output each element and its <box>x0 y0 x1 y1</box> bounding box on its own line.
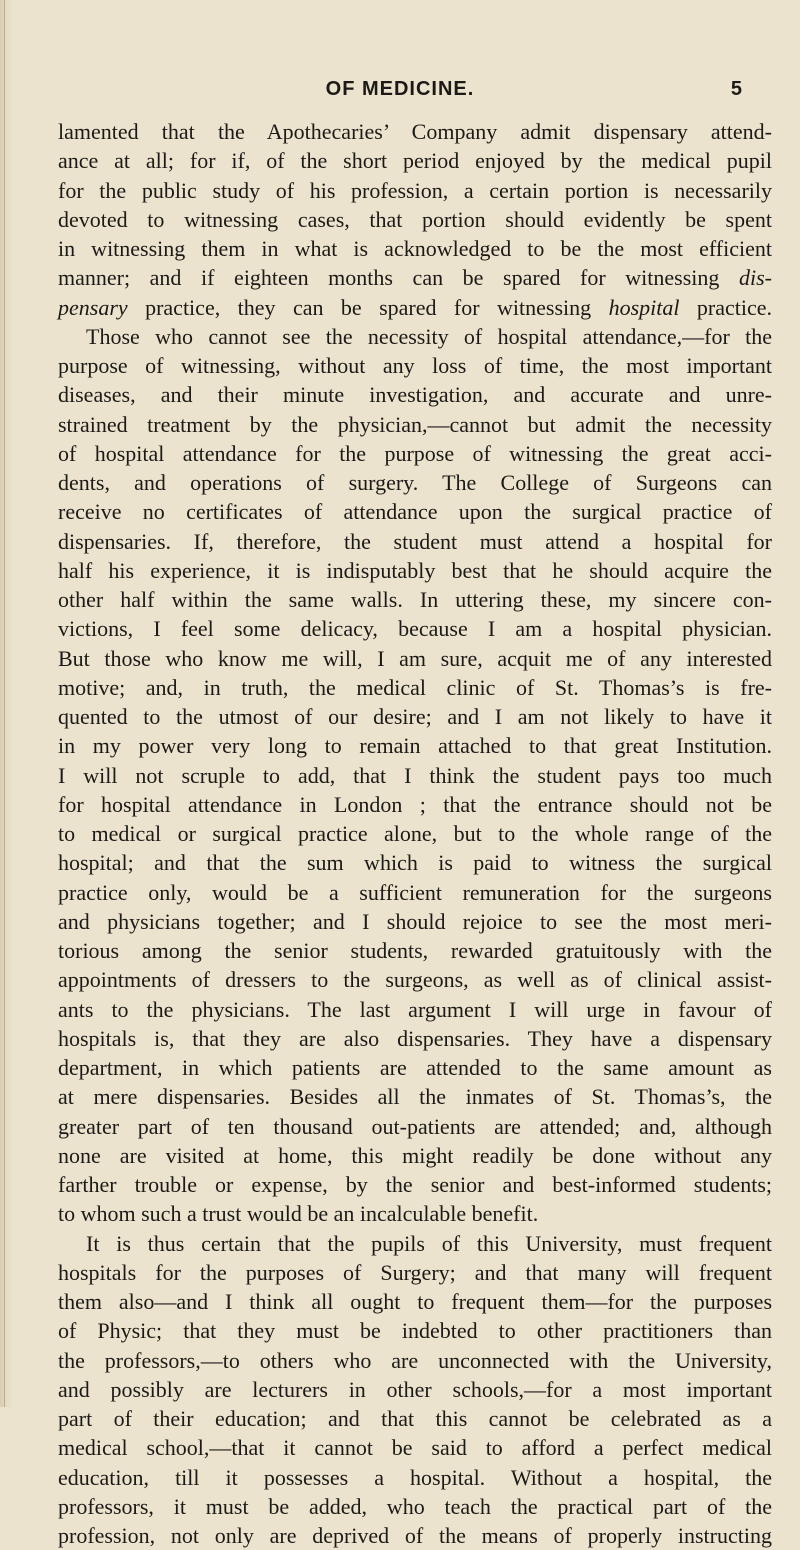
text-segment: practice, they can be spared for witnessing <box>145 294 592 320</box>
text-line: medical school,—that it cannot be said to afford a perfect medical <box>58 1435 772 1461</box>
running-title: OF MEDICINE. <box>325 78 475 100</box>
text-line: motive; and, in truth, the medical clinic of St. Thomas’s is fre- <box>58 674 772 700</box>
page-gutter <box>4 0 5 1407</box>
text-line: department, in which patients are attended to the same amount as <box>58 1055 772 1080</box>
text-line: them also—and I think all ought to frequent them—for the purposes <box>58 1289 772 1314</box>
text-segment: manner; and if eighteen months can be spared for witnessing <box>58 265 720 291</box>
text-line: half his experience, it is indisputably best that he should acquire the <box>58 557 772 583</box>
text-line: quented to the utmost of our desire; and I am not likely to have it <box>58 704 772 729</box>
text-line: greater part of ten thousand out-patients are attended; and, although <box>58 1113 772 1139</box>
italic-term: pensary <box>58 294 128 320</box>
text-line: at mere dispensaries. Besides all the inmates of St. Thomas’s, the <box>58 1084 772 1110</box>
italic-term: dis- <box>739 265 772 291</box>
text-line: devoted to witnessing cases, that portion should evidently be spent <box>58 206 772 232</box>
text-line: receive no certificates of attendance upon the surgical practice of <box>58 499 772 525</box>
text-line <box>58 293 772 322</box>
text-line: lamented that the Apothecaries’ Company admit dispensary attend- <box>58 119 772 144</box>
text-line: for the public study of his profession, a certain portion is necessarily <box>58 177 772 203</box>
text-line: and physicians together; and I should rejoice to see the most meri- <box>58 908 772 934</box>
text-line: Those who cannot see the necessity of hospital attendance,—for the <box>86 323 772 349</box>
text-line: ants to the physicians. The last argument I will urge in favour of <box>58 996 772 1022</box>
body-text <box>58 117 772 1550</box>
text-line: torious among the senior students, rewarded gratuitously with the <box>58 938 772 963</box>
text-line: purpose of witnessing, without any loss of time, the most important <box>58 353 772 378</box>
text-line: appointments of dressers to the surgeons, as well as of clinical assist- <box>58 967 772 993</box>
text-line: dispensaries. If, therefore, the student must attend a hospital for <box>58 528 772 554</box>
text-line: But those who know me will, I am sure, acquit me of any interested <box>58 645 772 671</box>
text-line: to whom such a trust would be an incalculable benefit. <box>58 1201 539 1227</box>
text-line: ance at all; for if, of the short period enjoyed by the medical pupil <box>58 148 772 174</box>
text-line: strained treatment by the physician,—cannot but admit the necessity <box>58 411 772 437</box>
text-line: of Physic; that they must be indebted to other practitioners than <box>58 1318 772 1344</box>
text-line: in my power very long to remain attached to that great Institution. <box>58 733 772 759</box>
text-line: dents, and operations of surgery. The College of Surgeons can <box>58 470 772 495</box>
page-number: 5 <box>730 78 742 100</box>
text-line: hospitals is, that they are also dispensaries. They have a dispensary <box>58 1025 772 1051</box>
text-line: farther trouble or expense, by the senior and best-informed students; <box>58 1172 772 1197</box>
text-line: education, till it possesses a hospital. Without a hospital, the <box>58 1464 772 1490</box>
text-line: It is thus certain that the pupils of this University, must frequent <box>86 1230 772 1256</box>
text-line: to medical or surgical practice alone, but to the whole range of the <box>58 821 772 846</box>
text-line: part of their education; and that this cannot be celebrated as a <box>58 1406 772 1431</box>
text-line: in witnessing them in what is acknowledged to be the most efficient <box>58 236 772 261</box>
text-line: victions, I feel some delicacy, because I am a hospital physician. <box>58 616 772 642</box>
text-line: professors, it must be added, who teach the practical part of the <box>58 1493 772 1519</box>
text-line: the professors,—to others who are unconnected with the University, <box>58 1347 772 1373</box>
text-line: diseases, and their minute investigation, and accurate and unre- <box>58 382 772 408</box>
text-line: practice only, would be a sufficient remuneration for the surgeons <box>58 879 772 905</box>
text-segment: practice. <box>696 294 773 320</box>
text-line: I will not scruple to add, that I think the student pays too much <box>58 762 772 788</box>
running-head <box>0 78 800 104</box>
text-line: for hospital attendance in London ; that the entrance should not be <box>58 791 772 817</box>
text-line: profession, not only are deprived of the means of properly instructing <box>58 1523 772 1548</box>
text-line: of hospital attendance for the purpose of witnessing the great acci- <box>58 440 772 466</box>
text-line: hospital; and that the sum which is paid to witness the surgical <box>58 850 772 876</box>
text-line <box>58 263 772 292</box>
text-line: other half within the same walls. In uttering these, my sincere con- <box>58 587 772 612</box>
italic-term: hospital <box>608 294 680 320</box>
text-line: none are visited at home, this might readily be done without any <box>58 1142 772 1168</box>
text-line: hospitals for the purposes of Surgery; and that many will frequent <box>58 1259 772 1285</box>
text-line: and possibly are lecturers in other schools,—for a most important <box>58 1376 772 1402</box>
